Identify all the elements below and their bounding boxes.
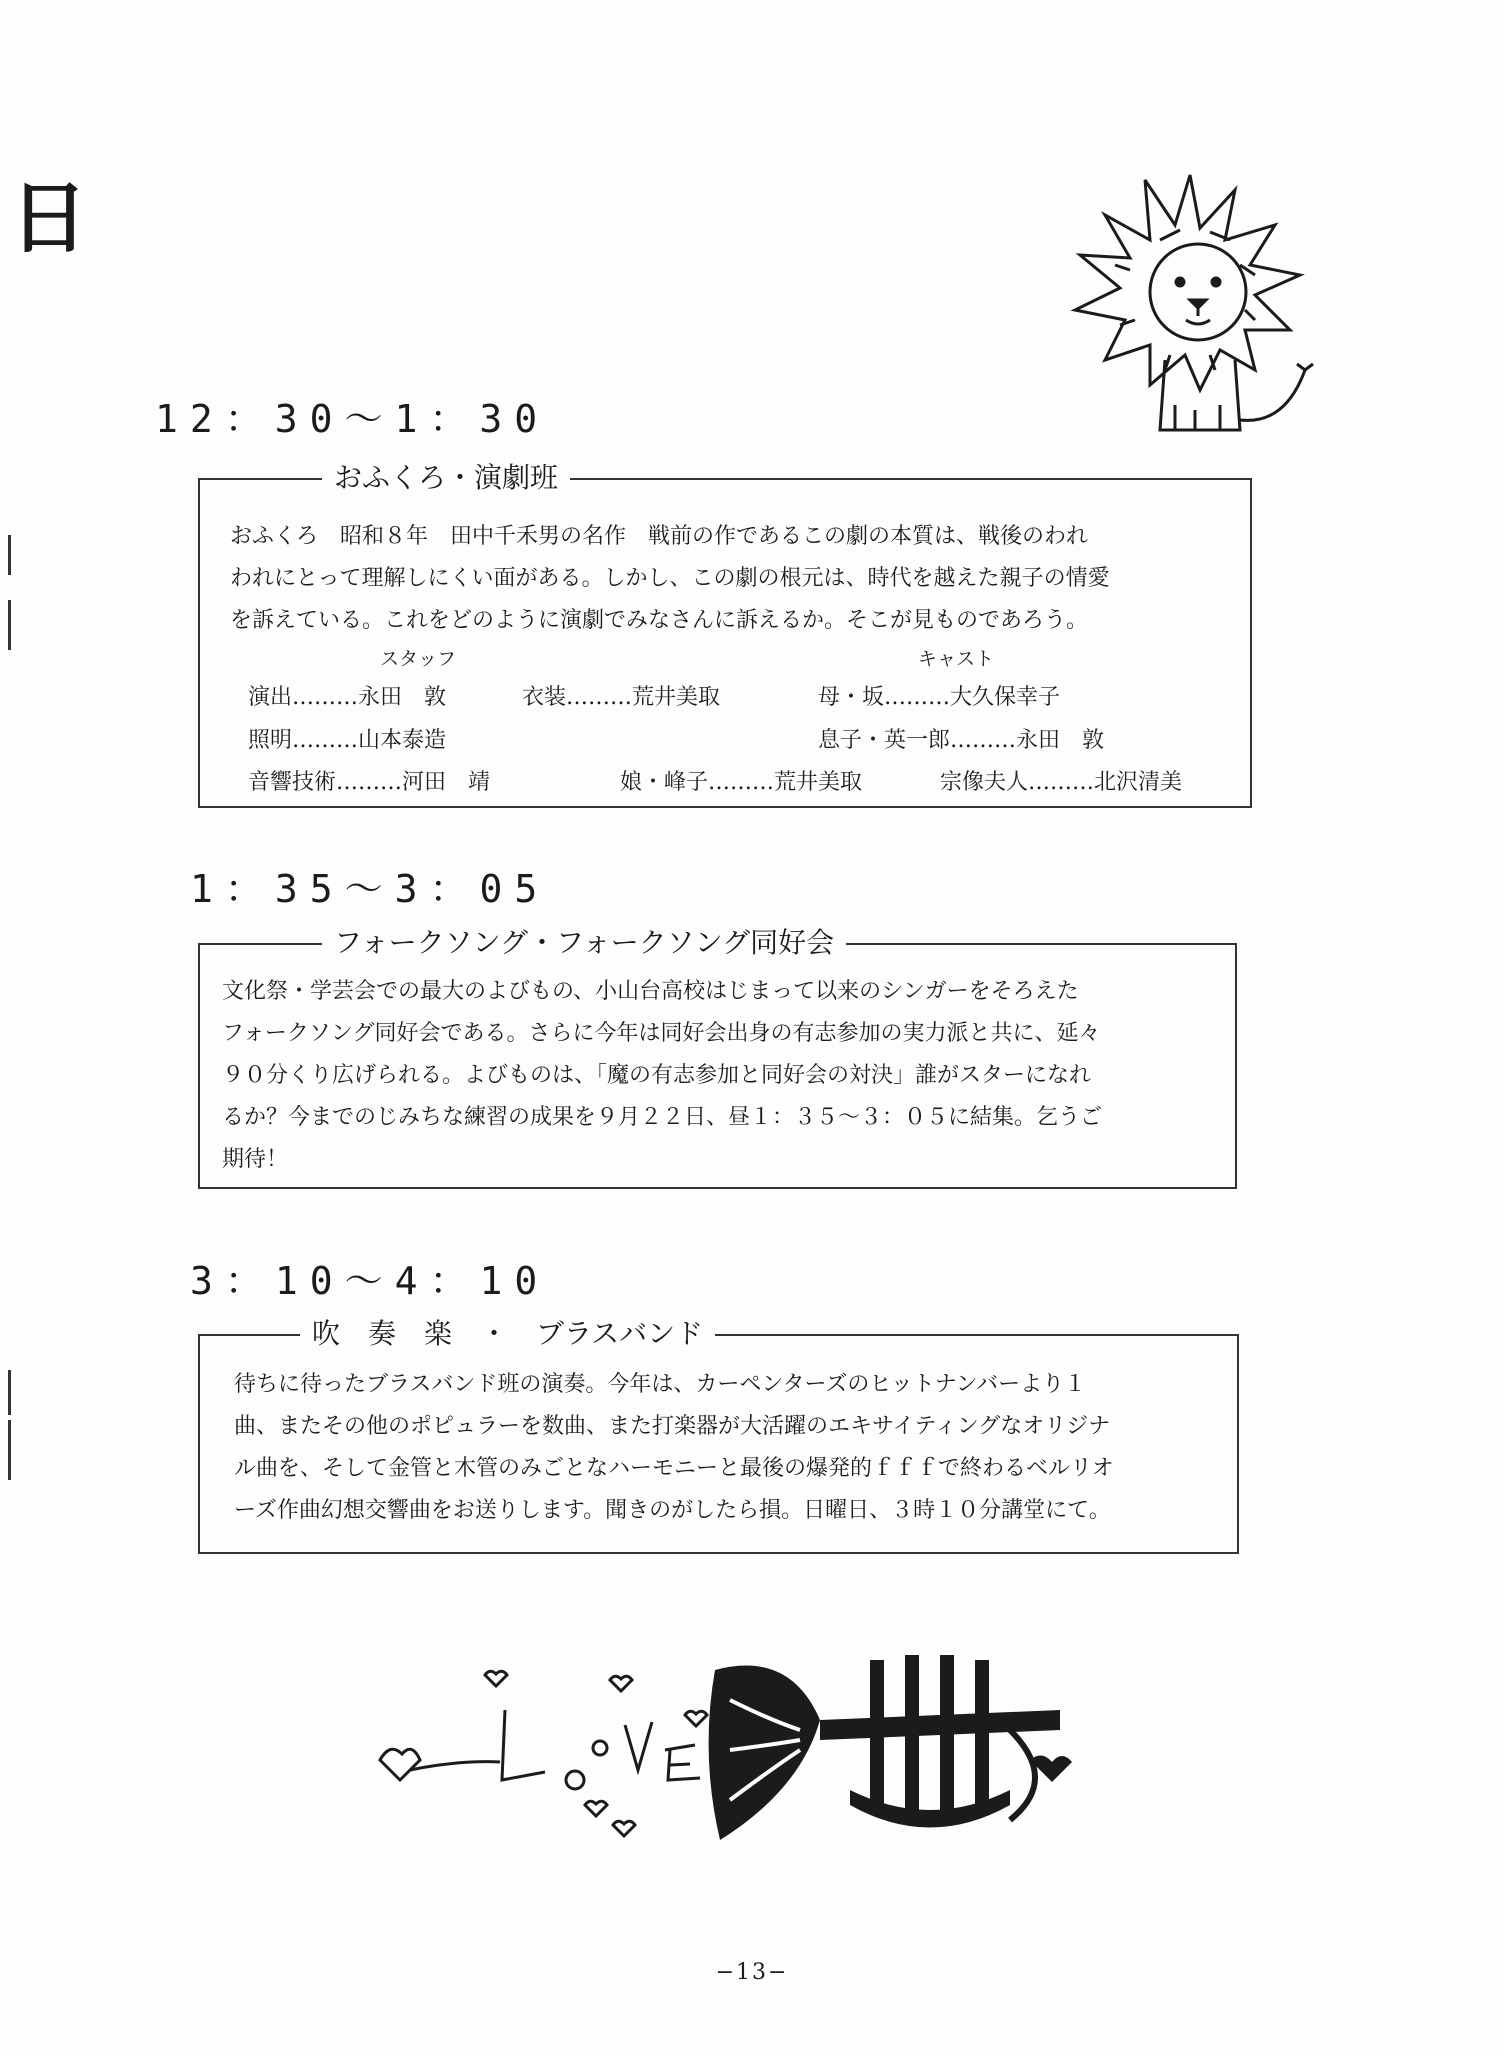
section-3-body [234,1364,1234,1532]
section-1-line-3: を訴えている。これをどのように演劇でみなさんに訴えるか。そこが見ものであろう。 [230,608,1089,633]
edge-mark-4 [8,1420,11,1480]
section-2-line-4: るか？今までのじみちな練習の成果を９月２２日、昼１：３５〜３：０５に結集。乞うご [222,1105,1103,1130]
section-3-time: 3：10〜4：10 [190,1259,550,1303]
credit-sound: 音響技術………河田 靖 [248,770,491,795]
section-2-line-1: 文化祭・学芸会での最大のよびもの、小山台高校はじまって以来のシンガーをそろえた [222,979,1079,1004]
cast-son: 息子・英一郎………永田 敦 [818,728,1105,753]
section-3-line-2: 曲、またその他のポピュラーを数曲、また打楽器が大活躍のエキサイティングなオリジナ [234,1414,1111,1439]
cast-heading: キャスト [918,648,995,670]
lion-mane [1075,175,1300,390]
day-character: 日 [10,173,89,264]
live-trumpet-illustration [370,1630,1090,1870]
section-3-box [198,1317,1239,1554]
section-2-line-2: フォークソング同好会である。さらに今年は同好会出身の有志参加の実力派と共に、延々 [222,1021,1101,1046]
cast-mother: 母・坂………大久保幸子 [818,685,1061,710]
lion-face [1150,244,1246,340]
section-2-box [198,926,1237,1189]
trumpet-drawing [709,1655,1072,1840]
section-2-line-3: ９０分くり広げられる。よびものは、「魔の有志参加と同好会の対決」誰がスターになれ [222,1063,1092,1088]
section-1-title: おふくろ・演劇班 [322,458,570,498]
cast-madam: 宗像夫人………北沢清美 [940,770,1183,795]
lion-tail [1240,364,1313,420]
edge-mark-1 [8,535,11,575]
edge-mark-2 [8,600,11,650]
credit-directing: 演出………永田 敦 [248,685,447,710]
credit-costume: 衣装………荒井美取 [522,685,721,710]
section-3-line-3: ル曲を、そして金管と木管のみごとなハーモニーと最後の爆発的ｆｆｆで終わるベルリオ [234,1456,1114,1481]
lion-illustration [1050,170,1320,450]
section-2-time: 1：35〜3：05 [190,867,550,911]
section-3-title: 吹 奏 楽 ・ ブラスバンド [300,1314,715,1354]
credit-lighting: 照明………山本泰造 [248,728,447,753]
section-2-line-5: 期待！ [222,1147,289,1172]
live-letter-l [502,1710,545,1780]
cast-daughter: 娘・峰子………荒井美取 [620,770,863,795]
section-1-line-1: おふくろ 昭和８年 田中千禾男の名作 戦前の作であるこの劇の本質は、戦後のわれ [230,524,1089,549]
section-3-line-1: 待ちに待ったブラスバンド班の演奏。今年は、カーペンターズのヒットナンバーより１ [234,1372,1087,1397]
section-1-line-2: われにとって理解しにくい面がある。しかし、この劇の根元は、時代を越えた親子の情愛 [230,566,1110,591]
section-1-box [198,461,1252,808]
section-2-body [222,971,1222,1181]
section-1-body [230,516,1230,642]
section-1-time: 12：30〜1：30 [155,397,550,441]
section-3-line-4: ーズ作曲幻想交響曲をお送りします。聞きのがしたら損。日曜日、３時１０分講堂にて。 [234,1498,1111,1523]
section-2-title: フォークソング・フォークソング同好会 [322,923,846,963]
edge-mark-3 [8,1370,11,1415]
page-number: −13− [715,1960,789,1985]
staff-heading: スタッフ [380,648,457,670]
